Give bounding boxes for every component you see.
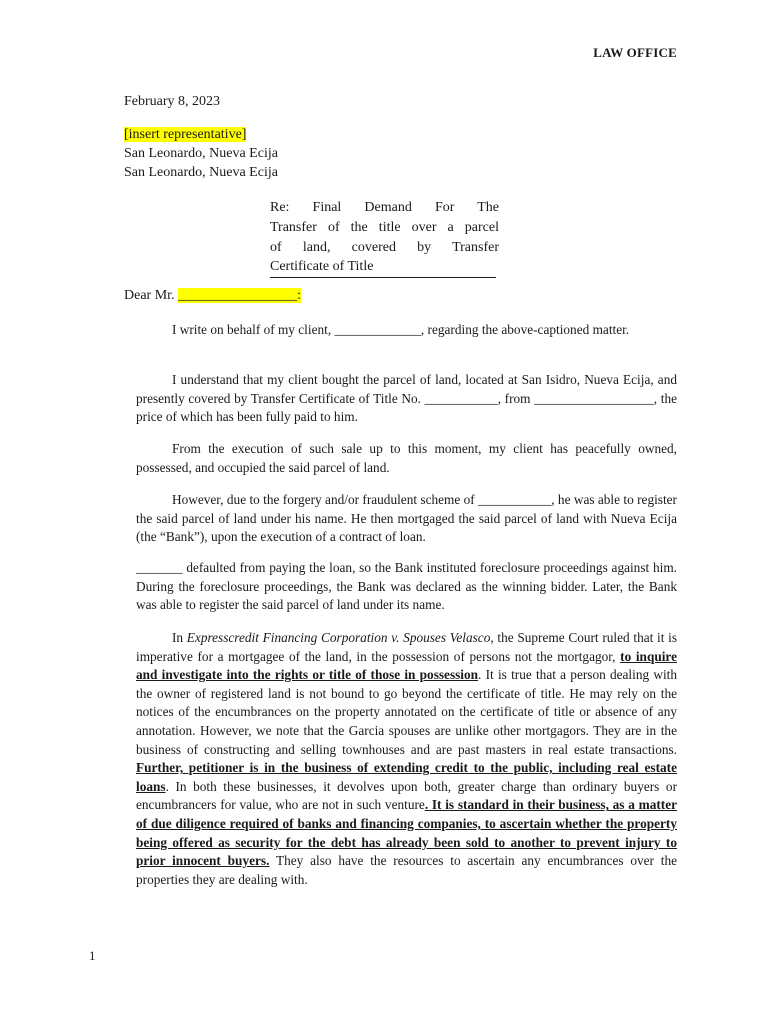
paragraph-4 bbox=[136, 491, 677, 547]
emphasis-inquire: to inquire and investigate into the rights or title of those in possession bbox=[136, 648, 677, 683]
re-line-3: of land, covered by Transfer bbox=[270, 239, 499, 255]
page-number: 1 bbox=[89, 948, 96, 963]
p6-ruling: , the Supreme Court ruled that it is imperative for a mortgagee of the land, in the possession of persons not the mortgagor, bbox=[136, 630, 677, 664]
paragraph-4-text: However, due to the forgery and/or fraudulent scheme of ___________, he was able to register the said parcel of land under his name. He then mortgaged the said parcel of land with Nueva Ecija (the “Bank”), upon the execution of a contract of loan. bbox=[136, 492, 677, 545]
paragraph-1 bbox=[136, 321, 677, 340]
salutation-blank: _________________: bbox=[178, 288, 301, 303]
paragraph-1-text: I write on behalf of my client, _____________, regarding the above-captioned matter. bbox=[172, 322, 630, 337]
letter-date: February 8, 2023 bbox=[124, 94, 221, 109]
p6-closing: They also have the resources to ascertain any encumbrances over the properties they are dealing with. bbox=[136, 853, 678, 887]
recipient-name-placeholder: [insert representative] bbox=[124, 127, 247, 142]
paragraph-5-text: _______ defaulted from paying the loan, so the Bank instituted foreclosure proceedings against him. During the foreclosure proceedings, the Bank was declared as the winning bidder. Later, the Bank was able to register the said parcel of land under its name. bbox=[136, 560, 677, 613]
p6-intro: In bbox=[172, 630, 187, 645]
paragraph-5 bbox=[136, 559, 677, 615]
paragraph-3 bbox=[136, 440, 677, 477]
recipient-address-line-2: San Leonardo, Nueva Ecija bbox=[124, 165, 278, 180]
emphasis-standard: . It is standard in their business, as a matter of due diligence required of banks and financing companies, to ascertain whether the property being offered as security for the debt has already been sold to another to prevent injury to prior innocent buyers. bbox=[136, 797, 677, 869]
p6-devolves: . In both these businesses, it devolves upon both, greater charge than ordinary buyers or encumbrancers for value, who are not in such venture bbox=[136, 778, 677, 813]
p6-body: . It is true that a person dealing with the owner of registered land is not bound to go beyond the certificate of title. He may rely on the notices of the encumbrances on the property annotated on the certificate of title or absence of any annotation. However, we note that the Garcia spouses are unlike other mortgagors. They are in the business of constructing and selling townhouses and are past masters in real estate transactions. bbox=[136, 667, 677, 757]
recipient-name bbox=[124, 127, 246, 143]
paragraph-6 bbox=[136, 629, 677, 889]
law-office-header: LAW OFFICE bbox=[593, 45, 677, 60]
re-subject-block bbox=[270, 198, 499, 278]
salutation bbox=[124, 288, 301, 304]
re-line-4: Certificate of Title bbox=[270, 257, 496, 278]
emphasis-petitioner: Further, petitioner is in the business of extending credit to the public, including real estate loans bbox=[136, 760, 677, 794]
recipient-address-line-1: San Leonardo, Nueva Ecija bbox=[124, 146, 278, 161]
paragraph-3-text: From the execution of such sale up to this moment, my client has peacefully owned, possessed, and occupied the said parcel of land. bbox=[136, 441, 677, 475]
re-line-2: Transfer of the title over a parcel bbox=[270, 219, 499, 235]
salutation-prefix: Dear Mr. bbox=[124, 288, 179, 303]
paragraph-2-text: I understand that my client bought the parcel of land, located at San Isidro, Nueva Ecija, and presently covered by Transfer Certificate of Title No. ___________, from __________________, the price of which has been fully paid to him. bbox=[136, 372, 677, 425]
paragraph-2 bbox=[136, 371, 677, 427]
re-line-1: Re: Final Demand For The bbox=[270, 200, 499, 215]
case-citation: Expresscredit Financing Corporation v. Spouses Velasco bbox=[186, 630, 491, 645]
